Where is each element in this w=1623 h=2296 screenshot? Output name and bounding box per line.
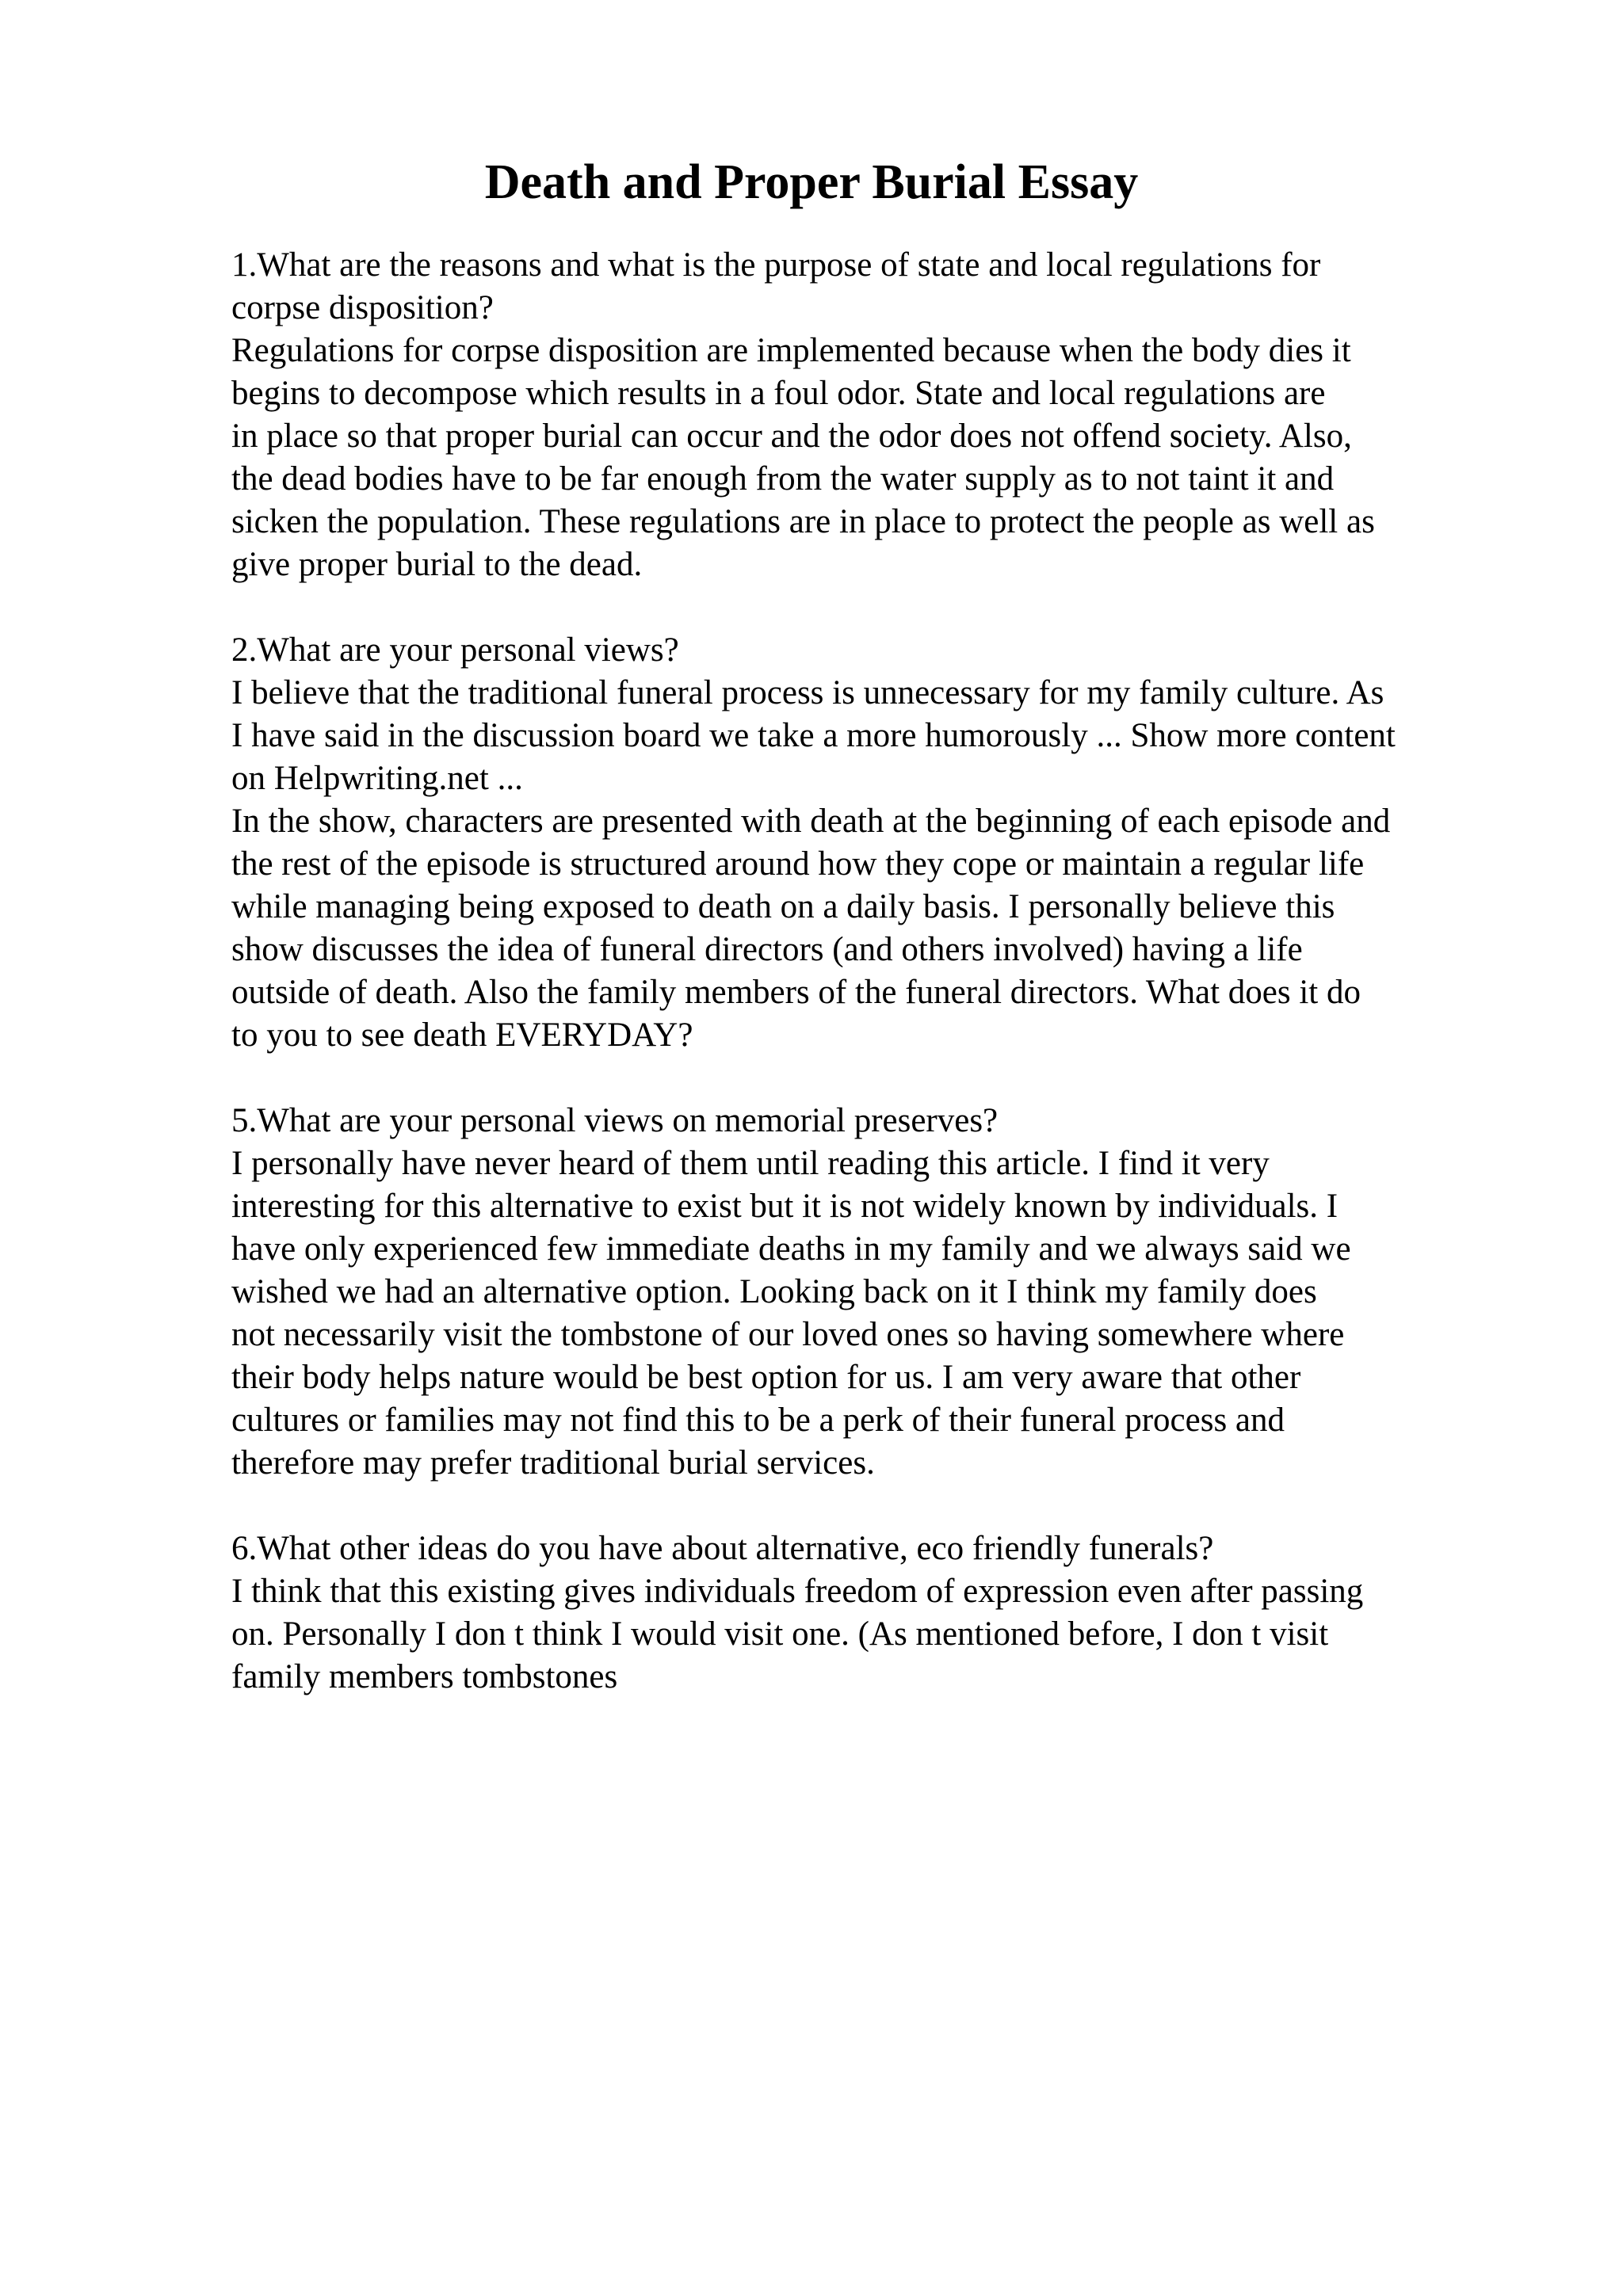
paragraph-gap	[231, 1485, 1515, 1527]
essay-body	[231, 244, 1515, 1699]
page-title: Death and Proper Burial Essay	[484, 155, 1139, 209]
answer-2-line: while managing being exposed to death on a daily basis. I personally believe this	[231, 888, 1335, 925]
paragraph-gap	[231, 1057, 1515, 1100]
answer-5-line: have only experienced few immediate deaths in my family and we always said we	[231, 1230, 1351, 1268]
answer-6-line: I think that this existing gives individuals freedom of expression even after passing	[231, 1573, 1364, 1610]
section-5	[231, 1100, 1515, 1485]
answer-2-line: on Helpwriting.net ...	[231, 760, 523, 797]
answer-2-line: In the show, characters are presented with death at the beginning of each episode and	[231, 803, 1391, 840]
answer-2-line: outside of death. Also the family members of the funeral directors. What does it do	[231, 974, 1361, 1011]
answer-1-line: begins to decompose which results in a foul odor. State and local regulations are	[231, 375, 1326, 412]
answer-2-line: show discusses the idea of funeral directors (and others involved) having a life	[231, 931, 1303, 968]
section-2	[231, 629, 1515, 1057]
answer-5-line: wished we had an alternative option. Looking back on it I think my family does	[231, 1273, 1317, 1310]
answer-2-line: the rest of the episode is structured around how they cope or maintain a regular life	[231, 845, 1365, 883]
question-6-line: 6.What other ideas do you have about alternative, eco friendly funerals?	[231, 1530, 1214, 1567]
answer-5-line: I personally have never heard of them until reading this article. I find it very	[231, 1145, 1270, 1182]
question-1-line: corpse disposition?	[231, 289, 494, 326]
answer-5-line: therefore may prefer traditional burial services.	[231, 1444, 875, 1482]
answer-5-line: cultures or families may not find this to be a perk of their funeral process and	[231, 1402, 1285, 1439]
answer-1-line: Regulations for corpse disposition are implemented because when the body dies it	[231, 332, 1351, 369]
answer-1-line: sicken the population. These regulations are in place to protect the people as well as	[231, 503, 1375, 540]
answer-1-line: give proper burial to the dead.	[231, 546, 643, 583]
answer-2-line: to you to see death EVERYDAY?	[231, 1016, 693, 1054]
answer-6-line: on. Personally I don t think I would visit one. (As mentioned before, I don t visit	[231, 1615, 1329, 1653]
answer-5-line: their body helps nature would be best option for us. I am very aware that other	[231, 1359, 1301, 1396]
paragraph-gap	[231, 586, 1515, 629]
section-6	[231, 1527, 1515, 1699]
question-1-line: 1.What are the reasons and what is the purpose of state and local regulations for	[231, 246, 1321, 284]
answer-2-line: I believe that the traditional funeral process is unnecessary for my family culture. As	[231, 674, 1384, 711]
question-5-line: 5.What are your personal views on memorial preserves?	[231, 1102, 999, 1139]
answer-1-line: the dead bodies have to be far enough from the water supply as to not taint it and	[231, 460, 1335, 498]
answer-6-line: family members tombstones	[231, 1658, 618, 1695]
section-1	[231, 244, 1515, 586]
answer-5-line: not necessarily visit the tombstone of our loved ones so having somewhere where	[231, 1316, 1345, 1353]
answer-1-line: in place so that proper burial can occur and the odor does not offend society. Also,	[231, 418, 1352, 455]
question-2-line: 2.What are your personal views?	[231, 631, 679, 669]
answer-5-line: interesting for this alternative to exist but it is not widely known by individuals. I	[231, 1188, 1338, 1225]
answer-2-line: I have said in the discussion board we take a more humorously ... Show more content	[231, 717, 1396, 754]
